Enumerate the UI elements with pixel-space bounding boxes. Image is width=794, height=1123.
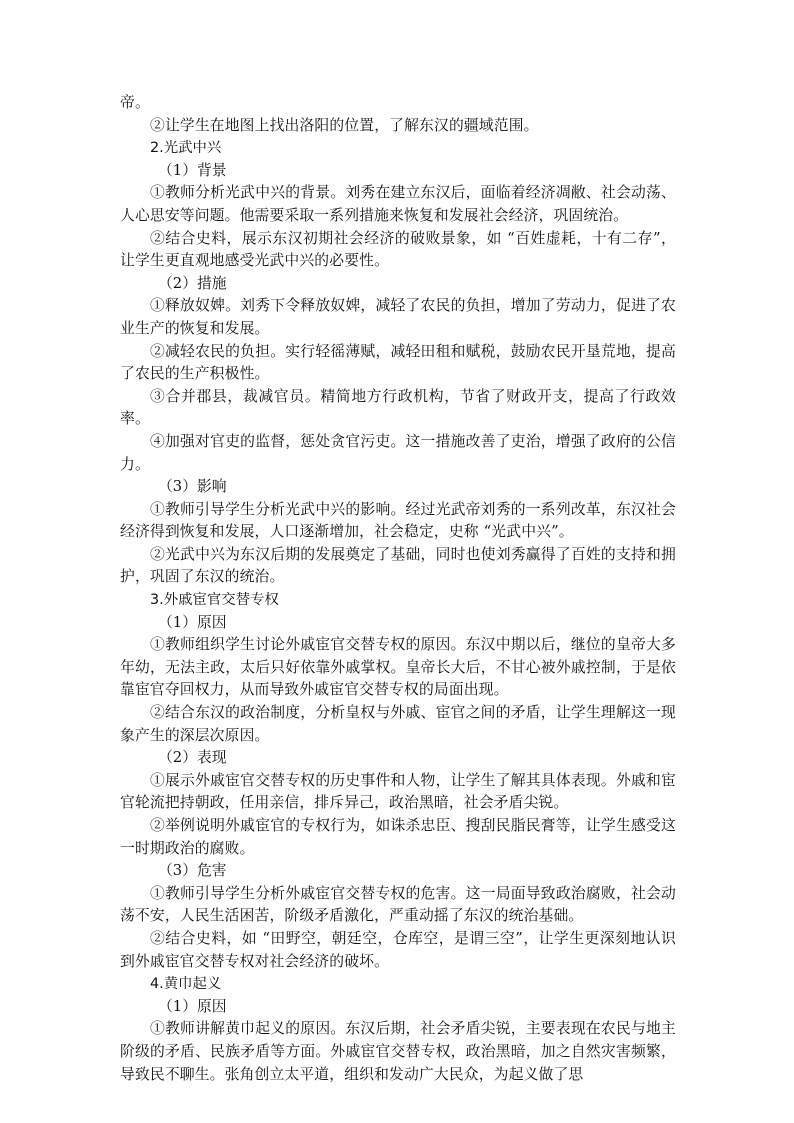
subsection-heading: （3）危害 [158,862,227,880]
paragraph: ②减轻农民的负担。实行轻徭薄赋，减轻田租和赋税，鼓励农民开垦荒地，提高了农民的生产积极性。 [120,342,676,383]
paragraph: ②光武中兴为东汉后期的发展奠定了基础，同时也使刘秀赢得了百姓的支持和拥护，巩固了东汉的统治。 [120,545,676,586]
paragraph: ②让学生在地图上找出洛阳的位置，了解东汉的疆域范围。 [150,116,539,134]
paragraph: ②结合东汉的政治制度，分析皇权与外戚、宦官之间的矛盾，让学生理解这一现象产生的深层次原因。 [120,704,676,744]
paragraph: ②结合史料，展示东汉初期社会经济的破败景象，如 “百姓虚耗，十有二存”，让学生更直观地感受光武中兴的必要性。 [120,229,676,270]
paragraph: ②结合史料，如 “田野空，朝廷空，仓库空，是谓三空”，让学生更深刻地认识到外戚宦官交替专权对社会经济的破坏。 [120,929,676,970]
section-heading: 3.外戚宦官交替专权 [150,592,279,609]
subsection-heading: （2）表现 [158,749,227,767]
paragraph: ①教师引导学生分析外戚宦官交替专权的危害。这一局面导致政治腐败，社会动荡不安，人民生活困苦，阶级矛盾激化，严重动摇了东汉的统治基础。 [120,884,676,925]
paragraph: ②举例说明外戚宦官的专权行为，如诛杀忠臣、搜刮民脂民膏等，让学生感受这一时期政治的腐败。 [120,817,676,857]
paragraph: ①展示外戚宦官交替专权的历史事件和人物，让学生了解其具体表现。外戚和宦官轮流把持朝政，任用亲信，排斥异己，政治黑暗，社会矛盾尖锐。 [120,771,676,812]
section-heading: 2.光武中兴 [150,140,222,157]
subsection-heading: （1）原因 [158,997,227,1015]
document-page [120,92,676,1086]
paragraph: ③合并郡县，裁减官员。精简地方行政机构，节省了财政开支，提高了行政效率。 [120,387,676,428]
subsection-heading: （3）影响 [158,478,227,496]
paragraph: 帝。 [120,94,150,111]
subsection-heading: （1）背景 [158,161,227,179]
subsection-heading: （1）原因 [158,613,227,631]
paragraph: ①教师讲解黄巾起义的原因。东汉后期，社会矛盾尖锐，主要表现在农民与地主阶级的矛盾、民族矛盾等方面。外戚宦官交替专权，政治黑暗，加之自然灾害频繁，导致民不聊生。张角创立太平道，组织和发动广大民众，为起义做了思 [120,1020,676,1083]
paragraph: ④加强对官吏的监督，惩处贪官污吏。这一措施改善了吏治，增强了政府的公信力。 [120,432,676,473]
section-heading: 4.黄巾起义 [150,976,222,993]
paragraph: ①释放奴婢。刘秀下令释放奴婢，减轻了农民的负担，增加了劳动力，促进了农业生产的恢复和发展。 [120,297,676,337]
paragraph: ①教师分析光武中兴的背景。刘秀在建立东汉后，面临着经济凋敝、社会动荡、人心思安等问题。他需要采取一系列措施来恢复和发展社会经济，巩固统治。 [120,184,676,224]
paragraph: ①教师引导学生分析光武中兴的影响。经过光武帝刘秀的一系列改革，东汉社会经济得到恢复和发展，人口逐渐增加，社会稳定，史称 “光武中兴”。 [120,500,676,541]
subsection-heading: （2）措施 [158,274,227,292]
paragraph: ①教师组织学生讨论外戚宦官交替专权的原因。东汉中期以后，继位的皇帝大多年幼，无法主政，太后只好依靠外戚掌权。皇帝长大后，不甘心被外戚控制，于是依靠宦官夺回权力，从而导致外戚宦官交替专权的局面出现。 [120,636,676,699]
